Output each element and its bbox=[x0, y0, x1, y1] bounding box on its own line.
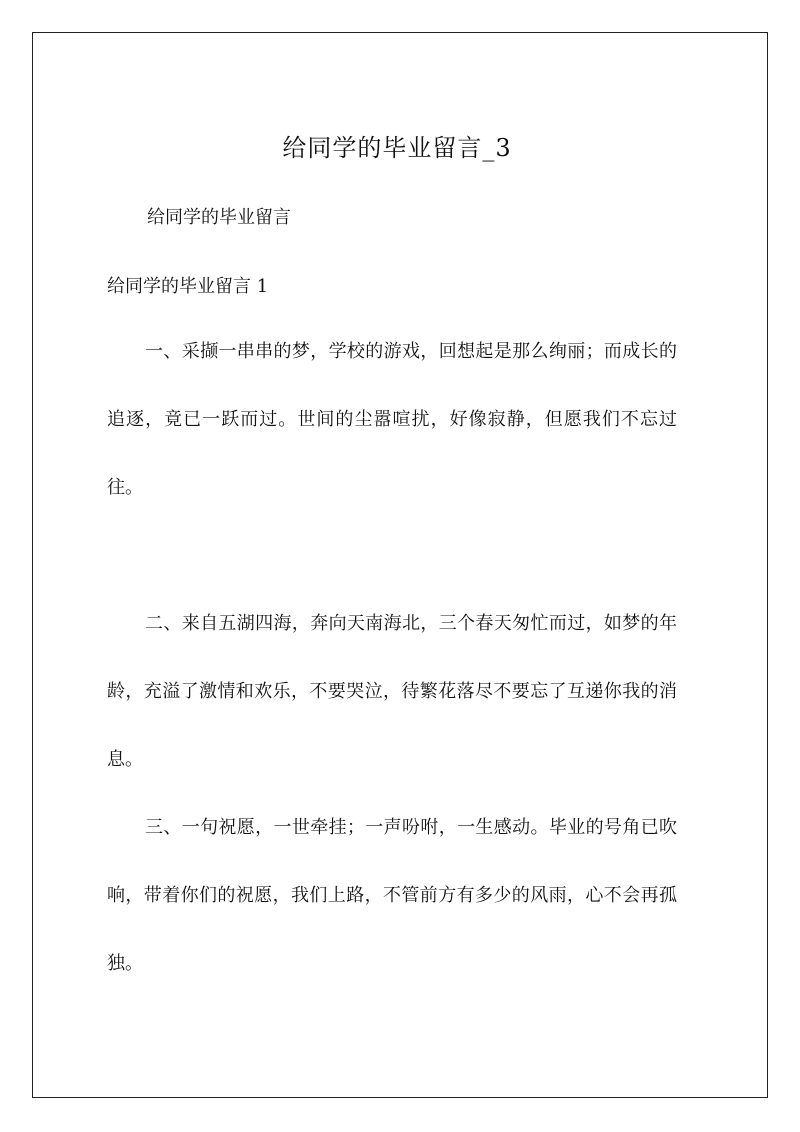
document-subtitle: 给同学的毕业留言 bbox=[147, 207, 291, 228]
document-title: 给同学的毕业留言_3 bbox=[282, 134, 512, 162]
paragraph-2: 二、来自五湖四海，奔向天南海北，三个春天匆忙而过，如梦的年龄，充溢了激情和欢乐，不要哭泣，待繁花落尽不要忘了互递你我的消息。 bbox=[107, 613, 677, 770]
paragraph-1: 一、采撷一串串的梦，学校的游戏，回想起是那么绚丽；而成长的追逐，竟已一跃而过。世间的尘嚣喧扰，好像寂静，但愿我们不忘过往。 bbox=[107, 341, 677, 498]
paragraph-3: 三、一句祝愿，一世牵挂；一声吩咐，一生感动。毕业的号角已吹响，带着你们的祝愿，我们上路，不管前方有多少的风雨，心不会再孤独。 bbox=[107, 817, 677, 974]
section-heading: 给同学的毕业留言 1 bbox=[107, 276, 269, 297]
